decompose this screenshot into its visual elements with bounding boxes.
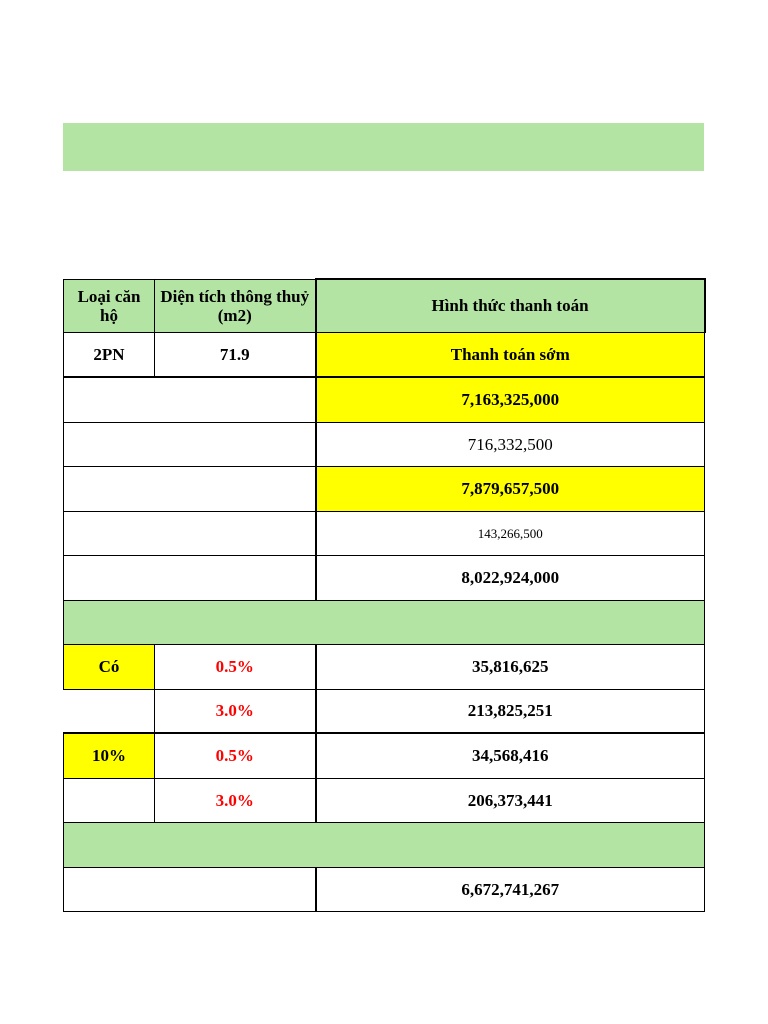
value-cell: 716,332,500	[316, 422, 705, 466]
table-row	[64, 466, 705, 511]
value-cell: 8,022,924,000	[316, 555, 705, 600]
section-divider	[64, 822, 705, 867]
table-row	[64, 644, 705, 689]
table-row	[64, 555, 705, 600]
value-cell: 143,266,500	[316, 511, 705, 555]
discount-amount-cell: 213,825,251	[316, 689, 705, 733]
label-cell	[64, 511, 316, 555]
discount-rate-cell: 3.0%	[155, 778, 316, 822]
table-row	[64, 422, 705, 466]
final-total-cell: 6,672,741,267	[316, 867, 705, 911]
apartment-type-cell: 2PN	[64, 332, 155, 377]
header-apartment-type: Loại căn hộ	[64, 279, 155, 332]
discount-label-cell	[64, 689, 155, 733]
discount-rate-cell: 0.5%	[155, 644, 316, 689]
value-cell: 7,879,657,500	[316, 466, 705, 511]
discount-rate-cell: 3.0%	[155, 689, 316, 733]
discount-rate-cell: 0.5%	[155, 733, 316, 778]
section-divider	[64, 600, 705, 644]
table-row	[64, 332, 705, 377]
discount-label-cell: 10%	[64, 733, 155, 778]
label-cell	[64, 466, 316, 511]
table-row	[64, 689, 705, 733]
label-cell	[64, 422, 316, 466]
section-divider-row	[64, 822, 705, 867]
price-table	[63, 278, 706, 912]
table-header-row	[64, 279, 705, 332]
area-cell: 71.9	[155, 332, 316, 377]
discount-amount-cell: 34,568,416	[316, 733, 705, 778]
payment-method-cell: Thanh toán sớm	[316, 332, 705, 377]
discount-label-cell	[64, 778, 155, 822]
discount-amount-cell: 35,816,625	[316, 644, 705, 689]
label-cell	[64, 867, 316, 911]
discount-label-cell: Có	[64, 644, 155, 689]
table-row	[64, 778, 705, 822]
discount-amount-cell: 206,373,441	[316, 778, 705, 822]
label-cell	[64, 555, 316, 600]
header-area: Diện tích thông thuỷ (m2)	[155, 279, 316, 332]
table-row	[64, 377, 705, 422]
table-row	[64, 867, 705, 911]
section-divider-row	[64, 600, 705, 644]
value-cell: 7,163,325,000	[316, 377, 705, 422]
table-row	[64, 733, 705, 778]
header-payment-method: Hình thức thanh toán	[316, 279, 705, 332]
table-row	[64, 511, 705, 555]
title-band	[63, 123, 704, 171]
label-cell	[64, 377, 316, 422]
